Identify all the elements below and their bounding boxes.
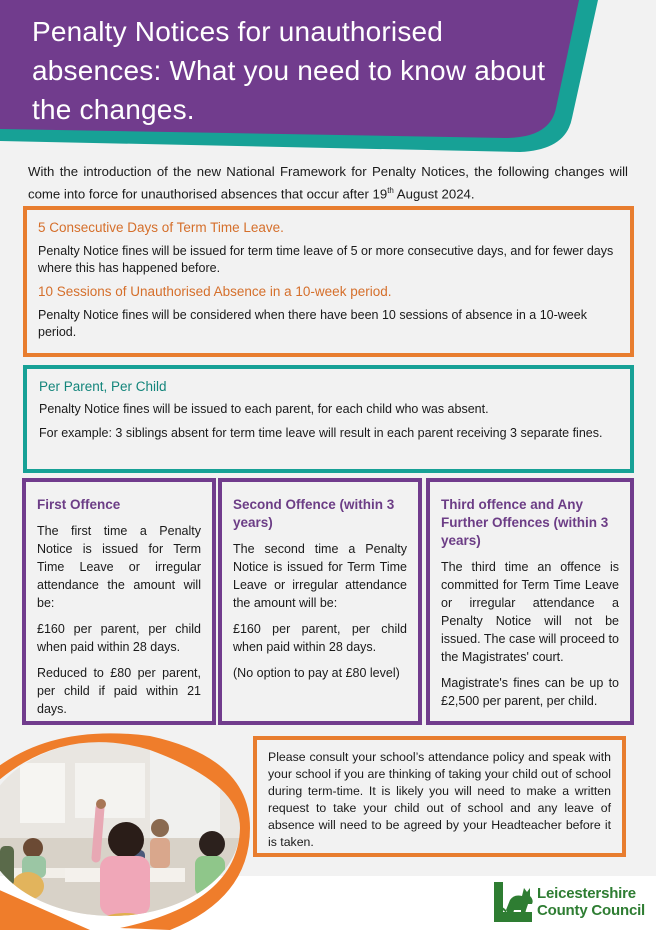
offence-heading: First Offence xyxy=(37,497,121,512)
logo-line-1: Leicestershire xyxy=(537,885,636,902)
term-time-box xyxy=(23,206,634,357)
logo-line-2: County Council xyxy=(537,902,646,919)
third-offence-box xyxy=(426,478,634,725)
offence-text: The second time a Penalty Notice is issued for Term Time Leave or irregular attendance the amount will be: xyxy=(233,542,407,610)
offence-text: Reduced to £80 per parent, per child if paid within 21 days. xyxy=(37,666,201,716)
advice-box xyxy=(253,736,626,857)
per-parent-box xyxy=(23,365,634,473)
advice-text: Please consult your school’s attendance policy and speak with your school if you are thinking of taking your child out of school during term-time. It is likely you will need to make a written request to take your child out of school and any leave of absence will need to be agreed by your Headteacher before it is taken. xyxy=(268,750,611,849)
page-title: Penalty Notices for unauthorised absences: What you need to know about the changes. xyxy=(32,16,546,125)
sessions-heading: 10 Sessions of Unauthorised Absence in a 10-week period. xyxy=(38,284,392,299)
offence-heading: Second Offence (within 3 years) xyxy=(233,497,395,530)
intro-text-end: August 2024. xyxy=(393,186,475,202)
intro-text-main: With the introduction of the new National Framework for Penalty Notices, the following changes will come into force for unauthorised absences that occur after 19 xyxy=(28,164,628,202)
first-offence-box xyxy=(22,478,216,725)
offence-text: £160 per parent, per child when paid within 28 days. xyxy=(37,622,201,654)
per-parent-heading: Per Parent, Per Child xyxy=(39,379,167,394)
offence-text: £160 per parent, per child when paid within 28 days. xyxy=(233,622,407,654)
offence-heading: Third offence and Any Further Offences (within 3 years) xyxy=(441,497,609,548)
intro-text xyxy=(28,162,628,203)
offence-text: (No option to pay at £80 level) xyxy=(233,666,400,680)
term-time-heading: 5 Consecutive Days of Term Time Leave. xyxy=(38,220,284,235)
offence-text: The third time an offence is committed for Term Time Leave or irregular attendance a Penalty Notice will not be issued. The case will proceed to the Magistrates' court. xyxy=(441,560,619,664)
offence-text: Magistrate's fines can be up to £2,500 per parent, per child. xyxy=(441,676,619,708)
sessions-text: Penalty Notice fines will be considered when there have been 10 sessions of absence in a 10-week period. xyxy=(38,308,587,339)
offence-text: The first time a Penalty Notice is issued for Term Time Leave or irregular attendance the amount will be: xyxy=(37,524,201,610)
term-time-text: Penalty Notice fines will be issued for term time leave of 5 or more consecutive days, and for fewer days where this has happened before. xyxy=(38,244,614,275)
intro-superscript: th xyxy=(387,186,394,195)
per-parent-text: Penalty Notice fines will be issued to each parent, for each child who was absent. xyxy=(39,402,489,416)
council-logo-text xyxy=(537,885,645,919)
second-offence-box xyxy=(218,478,422,725)
per-parent-example: For example: 3 siblings absent for term time leave will result in each parent receiving 3 separate fines. xyxy=(39,426,603,440)
classroom-photo xyxy=(0,728,250,930)
